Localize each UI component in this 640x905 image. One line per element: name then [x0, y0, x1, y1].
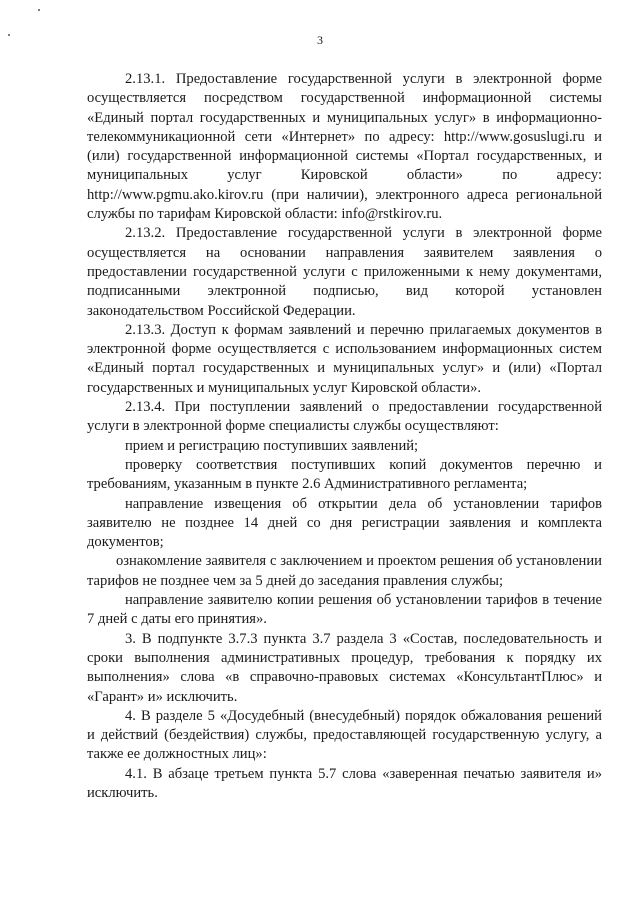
page-number: 3 — [317, 33, 323, 47]
paragraph-4: 4. В разделе 5 «Досудебный (внесудебный) порядок обжалования решений и действий (бездействия) службы, предоставляющей государственную услугу, а также ее должностных лиц»: — [87, 707, 602, 763]
paragraph-2-13-4: 2.13.4. При поступлении заявлений о предоставлении государственной услуги в электронной форме специалисты службы осуществляют: — [87, 399, 602, 435]
document-body — [87, 70, 602, 803]
scan-speck — [38, 9, 40, 11]
paragraph-3: 3. В подпункте 3.7.3 пункта 3.7 раздела 3 «Состав, последовательность и сроки выполнения административных процедур, требования к порядку их выполнения» слова «в справочно-правовых системах «КонсультантПлюс» и «Гарант» и» исключить. — [87, 630, 602, 705]
list-item-notification: направление извещения об открытии дела об установлении тарифов заявителю не позднее 14 дней со дня регистрации заявления и комплекта документов; — [87, 495, 602, 551]
paragraph-2-13-2: 2.13.2. Предоставление государственной услуги в электронной форме осуществляется на основании направления заявителем заявления о предоставлении государственной услуги с приложенными к нему документами, подписанными электронной подписью, вид которой установлен законодательством Российской Федерации. — [87, 225, 602, 319]
list-item-familiarization: ознакомление заявителя с заключением и проектом решения об установлении тарифов не позднее чем за 5 дней до заседания правления службы; — [87, 553, 602, 589]
paragraph-2-13-1: 2.13.1. Предоставление государственной услуги в электронной форме осуществляется посредством государственной информационной системы «Единый портал государственных и муниципальных услуг» в информационно-телекоммуникационной сети «Интернет» по адресу: http://www.gosuslugi.ru и (или) государственной информационной системы «Портал государственных, и муниципальных услуг Кировской области» по адресу: http://www.pgmu.ako.kirov.ru (при наличии), электронного адреса региональной службы по тарифам Кировской области: info@rstkirov.ru. — [87, 71, 602, 223]
paragraph-4-1: 4.1. В абзаце третьем пункта 5.7 слова «заверенная печатью заявителя и» исключить. — [87, 765, 602, 801]
list-item-reception: прием и регистрацию поступивших заявлений; — [125, 437, 419, 454]
list-item-verification: проверку соответствия поступивших копий документов перечню и требованиям, указанным в пункте 2.6 Административного регламента; — [87, 456, 602, 493]
paragraph-2-13-3: 2.13.3. Доступ к формам заявлений и перечню прилагаемых документов в электронной форме осуществляется с использованием информационных систем «Единый портал государственных и муниципальных услуг» и (или) «Портал государственных и муниципальных услуг Кировской области». — [87, 321, 602, 396]
list-item-decision-copy: направление заявителю копии решения об установлении тарифов в течение 7 дней с даты его принятия». — [87, 592, 602, 628]
